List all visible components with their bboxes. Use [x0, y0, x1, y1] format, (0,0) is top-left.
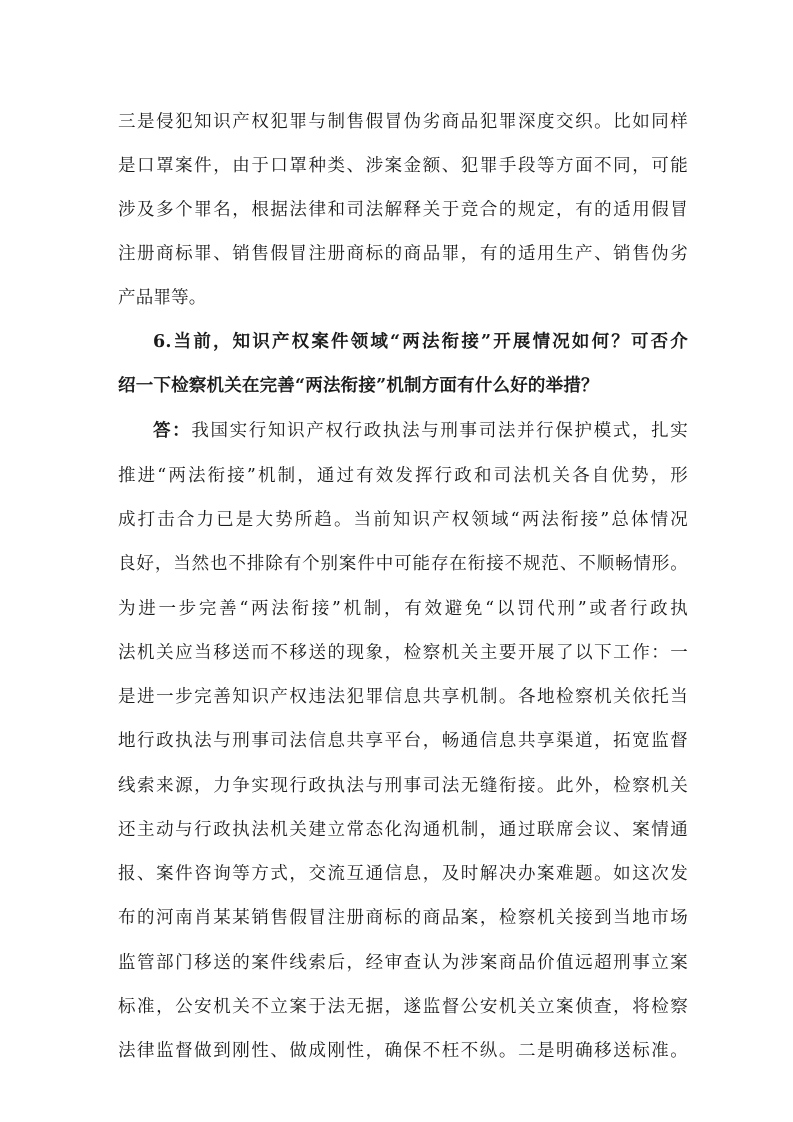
- answer-line: 良好，当然也不排除有个别案件中可能存在衔接不规范、不顺畅情形。: [118, 554, 688, 574]
- answer-line: 是进一步完善知识产权违法犯罪信息共享机制。各地检察机关依托当: [118, 687, 688, 707]
- answer-first-line-text: 我国实行知识产权行政执法与刑事司法并行保护模式，扎实: [191, 421, 688, 441]
- answer-line: 监管部门移送的案件线索后，经审查认为涉案商品价值远超刑事立案: [118, 953, 688, 973]
- paragraph-line: 注册商标罪、销售假冒注册商标的商品罪，有的适用生产、销售伪劣: [118, 244, 688, 264]
- answer-line: 标准，公安机关不立案于法无据，遂监督公安机关立案侦查，将检察: [118, 997, 688, 1017]
- paragraph-line: 三是侵犯知识产权犯罪与制售假冒伪劣商品犯罪深度交织。比如同样: [118, 112, 688, 132]
- answer-first-line: [153, 416, 688, 446]
- answer-line: 推进“两法衔接”机制，通过有效发挥行政和司法机关各自优势，形: [118, 466, 688, 486]
- answer-line: 线索来源，力争实现行政执法与刑事司法无缝衔接。此外，检察机关: [118, 776, 688, 796]
- answer-label: 答：: [153, 421, 192, 441]
- answer-line: 布的河南肖某某销售假冒注册商标的商品案，检察机关接到当地市场: [118, 908, 688, 928]
- paragraph-line: 涉及多个罪名，根据法律和司法解释关于竞合的规定，有的适用假冒: [118, 200, 688, 220]
- paragraph-line: 产品罪等。: [118, 288, 207, 308]
- question-heading-line: 6.当前，知识产权案件领域“两法衔接”开展情况如何？可否介: [153, 332, 688, 352]
- paragraph-line: 是口罩案件，由于口罩种类、涉案金额、犯罪手段等方面不同，可能: [118, 156, 688, 176]
- answer-line: 法机关应当移送而不移送的现象，检察机关主要开展了以下工作：一: [118, 643, 688, 663]
- answer-line: 为进一步完善“两法衔接”机制，有效避免“以罚代刑”或者行政执: [118, 599, 688, 619]
- question-heading-line: 绍一下检察机关在完善“两法衔接”机制方面有什么好的举措？: [118, 376, 599, 396]
- answer-line: 报、案件咨询等方式，交流互通信息，及时解决办案难题。如这次发: [118, 864, 688, 884]
- answer-line: 地行政执法与刑事司法信息共享平台，畅通信息共享渠道，拓宽监督: [118, 731, 688, 751]
- answer-line: 成打击合力已是大势所趋。当前知识产权领域“两法衔接”总体情况: [118, 510, 688, 530]
- answer-line: 法律监督做到刚性、做成刚性，确保不枉不纵。二是明确移送标准。: [118, 1041, 688, 1061]
- answer-line: 还主动与行政执法机关建立常态化沟通机制，通过联席会议、案情通: [118, 820, 688, 840]
